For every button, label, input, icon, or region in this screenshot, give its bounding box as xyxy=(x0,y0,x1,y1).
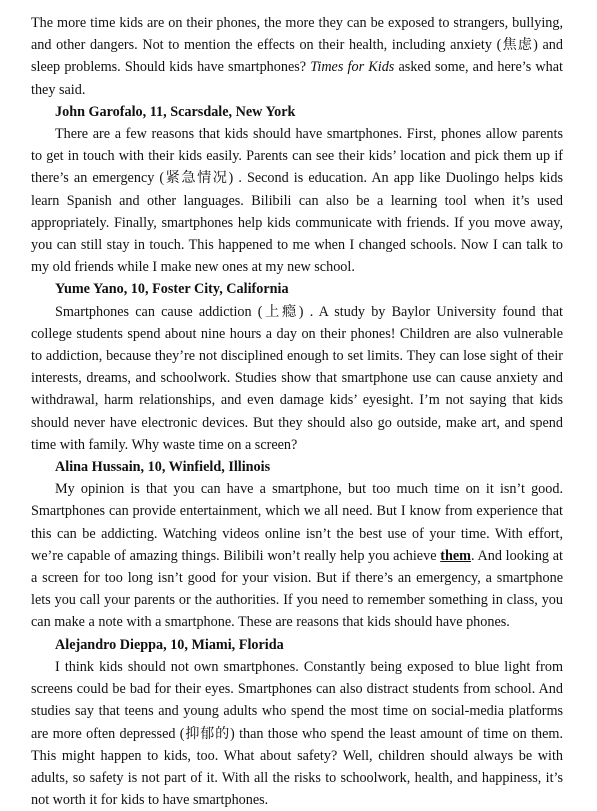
opinion-alejandro-dieppa: I think kids should not own smartphones. Constantly being exposed to blue light from screens could be bad for their eyes. Smartphones can also distract students from school. And studies say that teens and young adults who spend the most time on social-media platforms are more often depressed (抑郁的) than those who spend the least amount of time on them. This might happen to kids, too. What about safety? Well, children should always be with adults, so safety is not part of it. With all the risks to schoolwork, health, and happiness, it’s not worth it for kids to have smartphones. xyxy=(31,658,563,809)
opinion-john-garofalo: There are a few reasons that kids should have smartphones. First, phones allow parents to get in touch with their kids easily. Parents can see their kids’ location and pick them up if there’s an emergency (紧急情况) . Second is education. An app like Duolingo helps kids learn Spanish and other languages. Bilibili can also be a learning tool when it’s used appropriately. Finally, smartphones help kids communicate with friends. If you move away, you can still stay in touch. This happened to me when I changed schools. Now I can talk to my old friends while I make new ones at my new school. xyxy=(31,126,563,276)
byline-john-garofalo: John Garofalo, 11, Scarsdale, New York xyxy=(55,103,296,120)
byline-alejandro-dieppa: Alejandro Dieppa, 10, Miami, Florida xyxy=(55,636,284,653)
byline-alina-hussain: Alina Hussain, 10, Winfield, Illinois xyxy=(55,459,271,476)
opinion-alina-hussain xyxy=(31,478,563,633)
magazine-name: Times for Kids xyxy=(310,59,395,76)
opinion-alina-text-a: My opinion is that you can have a smartphone, but too much time on it isn’t good. Smartphones can provide entertainment, which we all need. But I know from experience that this can be addicting. Watching videos online isn’t the best use of your time. With effort, we’re capable of amazing things. Bilibili won’t really help you achieve xyxy=(31,481,563,564)
article xyxy=(31,12,563,811)
opinion-alina-text-b: . And looking at a screen for too long isn’t good for your vision. But if there’s an emergency, a smartphone lets you call your parents or the authorities. If you need to remember something in class, you can make a note with a smartphone. These are reasons that kids should have phones. xyxy=(31,547,563,631)
intro-paragraph xyxy=(31,12,563,101)
opinion-yume-yano: Smartphones can cause addiction (上瘾) . A study by Baylor University found that college students spend about nine hours a day on their phones! Children are also vulnerable to addiction, because they’re not disciplined enough to set limits. They can lose sight of their interests, dreams, and schoolwork. Studies show that smartphone use can cause anxiety and withdrawal, harm relationships, and even damage kids’ eyesight. I’m not saying that kids should never have electronic devices. But they should also go outside, make art, and spend time with family. Why waste time on a screen? xyxy=(31,303,563,453)
intro-text-a: The more time kids are on their phones, the more they can be exposed to strangers, bullying, and other dangers. Not to mention the effects on their health, including anxiety (焦虑) and sleep problems. Should kids have smartphones? xyxy=(31,15,563,76)
intro-text-b: asked some, and here’s what they said. xyxy=(31,59,563,98)
underlined-word-them: them xyxy=(440,547,471,564)
byline-yume-yano: Yume Yano, 10, Foster City, California xyxy=(55,281,289,298)
